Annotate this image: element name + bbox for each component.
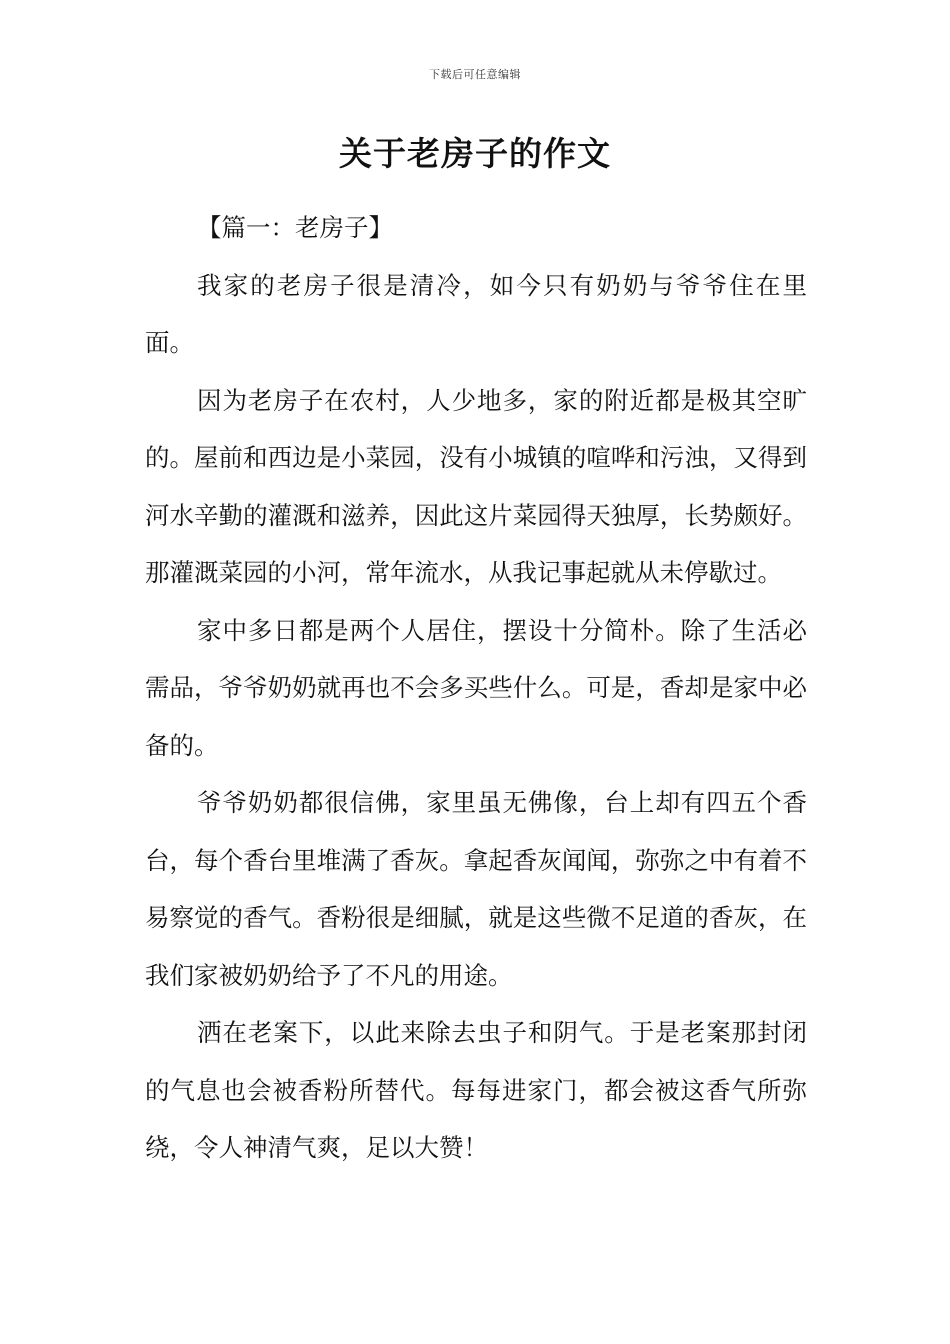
section-heading: 【篇一：老房子】 bbox=[197, 213, 393, 242]
paragraph-3: 家中多日都是两个人居住，摆设十分简朴。除了生活必需品，爷爷奶奶就再也不会多买些什么。可是，香却是家中必备的。 bbox=[145, 615, 807, 760]
paragraph-2: 因为老房子在农村，人少地多，家的附近都是极其空旷的。屋前和西边是小菜园，没有小城镇的喧哗和污浊，又得到河水辛勤的灌溉和滋养，因此这片菜园得天独厚，长势颇好。那灌溉菜园的小河，常年流水，从我记事起就从未停歇过。 bbox=[145, 385, 807, 587]
paragraph-1: 我家的老房子很是清冷，如今只有奶奶与爷爷住在里面。 bbox=[145, 270, 807, 357]
paragraph-5: 洒在老案下，以此来除去虫子和阴气。于是老案那封闭的气息也会被香粉所替代。每每进家门，都会被这香气所弥绕，令人神清气爽，足以大赞！ bbox=[145, 1018, 807, 1162]
header-note: 下载后可任意编辑 bbox=[429, 68, 521, 81]
document-body bbox=[145, 199, 807, 1177]
document-title: 关于老房子的作文 bbox=[339, 134, 611, 173]
paragraph-4: 爷爷奶奶都很信佛，家里虽无佛像，台上却有四五个香台，每个香台里堆满了香灰。拿起香灰闻闻，弥弥之中有着不易察觉的香气。香粉很是细腻，就是这些微不足道的香灰，在我们家被奶奶给予了不凡的用途。 bbox=[145, 788, 807, 990]
